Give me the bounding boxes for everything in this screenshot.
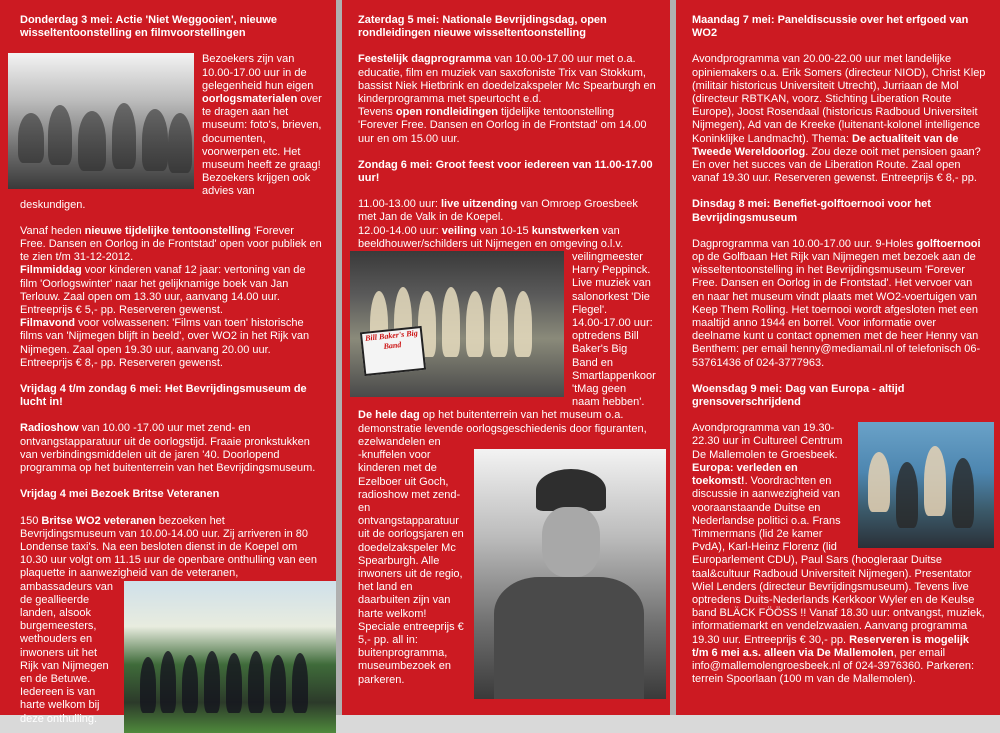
panel-left: [0, 0, 336, 725]
crowd-photo: [8, 53, 194, 189]
section-heading: Donderdag 3 mei: Actie 'Niet Weggooien', nieuwe wisseltentoonstelling en filmvoorstellingen: [20, 14, 278, 40]
paragraph: 12.00-14.00 uur: veiling van 10-15 kunstwerken van beeldhouwer/schilders uit Nijmegen en omgeving o.l.v.: [358, 224, 624, 250]
paragraph: Filmmiddag voor kinderen vanaf 12 jaar: vertoning van de film 'Oorlogswinter' naar het gelijknamige boek van Jan Terlouw. Zaal open om 13.30 uur, aanvang 14.00 uur. Entreeprijs € 5,- pp. Reserveren gewenst.: [20, 264, 306, 317]
band-photo: [858, 422, 994, 548]
paragraph: Feestelijk dagprogramma van 10.00-17.00 uur met o.a. educatie, film en muziek van saxofoniste Trix van Stokkum, bassist Niek Hietbrink en doedelzakspeler Mc Spearburgh en kinderprogramma met speurtocht e.d.: [358, 53, 656, 106]
paragraph: Radioshow van 10.00 -17.00 uur met zend- en ontvangstapparatuur uit de oorlogstijd. Fraaie pronkstukken van verbindingsmiddelen uit de jaren '40. Doorlopend programma op het buitenterrein van het Bevrijdingsmuseum.: [20, 422, 316, 475]
paragraph: Dagprogramma van 10.00-17.00 uur. 9-Holes golftoernooi op de Golfbaan Het Rijk van Nijmegen met bezoek aan de wisseltentoonstelling in het Bevrijdingsmuseum 'Forever Free. Dansen en Oorlog in de Frontstad'. Het vervoer van en naar het museum vindt plaats met WO2-voertuigen van Keep Them Rolling. Het toernooi wordt afgesloten met een maaltijd anno 1944 en borrel. Voor informatie over deelname kunt u contact opnemen met de heer Henny van Benthem: per email henny@mediamail.nl of telefonisch 06-53761436 of 024-3777963.: [692, 237, 981, 369]
section-heading: Zaterdag 5 mei: Nationale Bevrijdingsdag, open rondleidingen nieuwe wisseltentoonstelling: [358, 14, 607, 40]
veterans-photo: [124, 581, 336, 733]
paragraph: -knuffelen voor kinderen met de Ezelboer uit Goch, radioshow met zend- en ontvangstapparatuur uit de oorlogsjaren en doedelzakspeler Mc Spearburgh. Alle inwoners uit de regio, het land en daarbuiten zijn van harte welkom! Speciale entreeprijs € 5,- pp. all in: buitenprogramma, museumbezoek en parkeren.: [358, 449, 464, 686]
paragraph: 150 Britse WO2 veteranen bezoeken het Bevrijdingsmuseum van 10.00-14.00 uur. Zij arriveren in 80 Londense taxi's. Na een besloten dienst in de Koepel om 10.30 uur volgt om 11.15 uur de openbare onthulling van een plaquette in aanwezigheid van de veteranen,: [20, 514, 318, 580]
section-heading: Woensdag 9 mei: Dag van Europa - altijd grensoverschrijdend: [692, 382, 905, 409]
paragraph: 14.00-17.00 uur: optredens Bill Baker's Big Band en Smartlappenkoor 'tMag geen naam hebben'.: [572, 317, 656, 409]
paragraph: Vanaf heden nieuwe tijdelijke tentoonstelling 'Forever Free. Dansen en Oorlog in de Frontstad' open voor publiek en te zien t/m 31-12-2012.: [20, 224, 322, 264]
paragraph: Tevens open rondleidingen tijdelijke tentoonstelling 'Forever Free. Dansen en Oorlog in de Frontstad' om 14.00 uur en om 15.00 uur.: [358, 106, 647, 145]
section-heading: Dinsdag 8 mei: Benefiet-golftoernooi voor het Bevrijdingsmuseum: [692, 198, 931, 224]
paragraph: Filmavond voor volwassenen: 'Films van toen' historische films van 'Nijmegen blijft in beeld', over WO2 in het Rijk van Nijmegen. Zaal open 19.30 uur, aanvang 20.00 uur. Entreeprijs € 8,- pp. Reserveren gewenst.: [20, 317, 310, 369]
paragraph: 11.00-13.00 uur: live uitzending van Omroep Groesbeek met Jan de Valk in de Koepel.: [358, 198, 638, 224]
paragraph: veilingmeester Harry Peppinck. Live muziek van salonorkest 'Die Flegel'.: [572, 251, 651, 316]
soldier-photo: [474, 449, 666, 699]
big-band-photo: [350, 251, 564, 397]
section-heading: Vrijdag 4 mei Bezoek Britse Veteranen: [20, 488, 220, 501]
paragraph: demonstratie levende oorlogsgeschiedenis door figuranten, ezelwandelen en: [358, 422, 647, 448]
panel-middle: [342, 0, 670, 715]
panel-right: [676, 0, 1000, 715]
paragraph: Avondprogramma van 19.30-22.30 uur in Cultureel Centrum De Mallemolen te Groesbeek. Europa: verleden en toekomst!. Voordrachten en discussie in aanwezigheid van vooraanstaande Duitse en Nederlandse politici o.a. Frans Timmermans (lid 2e kamer PvdA), Karl-Heinz Florenz (lid Europarlement CDU), Paul Sars (hoogleraar Duitse taal&cultuur Radboud Universiteit Nijmegen). Presentator Wiel Lenders (directeur Bevrijdingsmuseum). Tevens live optredens Duits-Nederlands Kerkkoor Wyler en de Keulse band BLÄCK FÖÖSS !! Vanaf 18.30 uur: ontvangst, muziek, informatiemarkt en vendelzwaaien. Aanvang programma 19.30 uur. Entreeprijs € 30,- pp. Reserveren is mogelijk t/m 6 mei a.s. alleen via De Mallemolen, per email info@mallemolengroesbeek.nl of 024-3976360. Parkeren: terrein Spoorlaan (100 m van de Mallemolen).: [692, 422, 985, 686]
paragraph: Bezoekers zijn van 10.00-17.00 uur in de gelegenheid hun eigen oorlogsmaterialen over te dragen aan het museum: foto's, brieven, documenten, voorwerpen etc. Het museum heeft ze graag! Bezoekers krijgen ook advies van deskundigen.: [20, 53, 322, 211]
section-heading: Vrijdag 4 t/m zondag 6 mei: Het Bevrijdingsmuseum de lucht in!: [20, 383, 307, 409]
paragraph: ambassadeurs van de geallieerde landen, alsook burgemeesters, wethouders en inwoners uit het Rijk van Nijmegen en de Betuwe. Iedereen is van harte welkom bij deze onthulling.: [20, 580, 113, 725]
section-heading: Maandag 7 mei: Paneldiscussie over het erfgoed van WO2: [692, 14, 969, 40]
paragraph: De hele dag op het buitenterrein van het museum o.a.: [358, 409, 624, 422]
band-sign: Bill Baker's Big Band: [360, 326, 426, 376]
paragraph: Avondprogramma van 20.00-22.00 uur met landelijke opiniemakers o.a. Erik Somers (directeur NIOD), Christ Klep (militair historicus Universiteit Utrecht), Jurriaan de Mol (directeur RBTKAN, voorz. Stichting Liberation Route Europe), Joost Rosendaal (historicus Radboud Universiteit Nijmegen), Ad van de Kreeke (luitenant-kolonel intelligence Koninklijke Landmacht). Thema: De actualiteit van de Tweede Wereldoorlog. Zou deze ooit met pensioen gaan? En over het succes van de Liberation Route. Zaal open vanaf 19.30 uur. Reserveren gewenst. Entreeprijs € 8,- pp.: [692, 53, 986, 185]
section-heading: Zondag 6 mei: Groot feest voor iedereen van 11.00-17.00 uur!: [358, 158, 653, 185]
